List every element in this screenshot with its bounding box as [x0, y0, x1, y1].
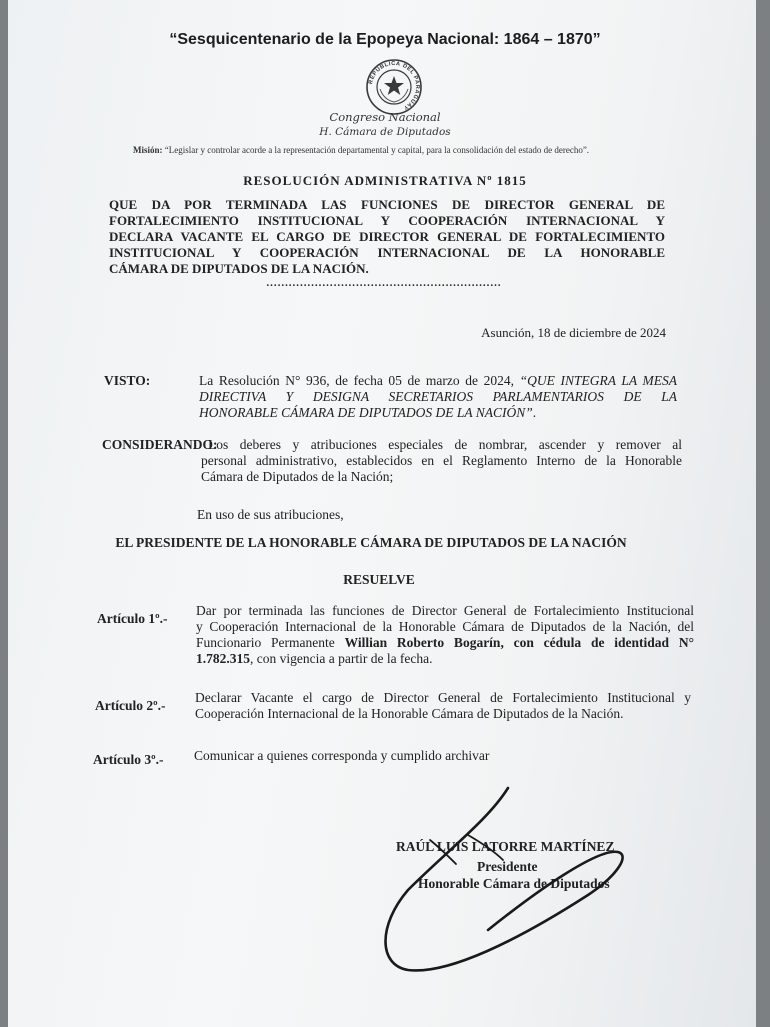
considerando-label: CONSIDERANDO: — [102, 437, 218, 452]
signatory-body: Honorable Cámara de Diputados — [418, 876, 610, 891]
seal-ring-text: REPÚBLICA DEL PARAGUAY — [368, 60, 421, 111]
visto-plain: La Resolución N° 936, de fecha 05 de marzo de 2024, — [199, 373, 520, 388]
mission-text: “Legislar y controlar acorde a la representación departamental y capital, para la consolidación del estado de derecho”. — [162, 145, 590, 155]
article-1-line: Dar por terminada las funciones de Director General de Fortalecimiento Institucional — [196, 603, 694, 618]
article-1-line — [196, 651, 694, 667]
article-1-plain: Funcionario Permanente — [196, 635, 345, 650]
article-1-line — [196, 635, 694, 651]
article-2-line: Declarar Vacante el cargo de Director General de Fortalecimiento Institucional y — [195, 690, 691, 705]
resolution-summary — [109, 197, 665, 277]
signatory-name: RAÚL LUIS LATORRE MARTÍNEZ — [396, 839, 615, 854]
visto-end: . — [532, 405, 537, 420]
summary-line: FORTALECIMIENTO INSTITUCIONAL Y COOPERACIÓN INTERNACIONAL Y — [109, 213, 665, 228]
visto-italic-2: DIRECTIVA Y DESIGNA SECRETARIOS PARLAMENTARIOS DE LA — [199, 389, 677, 404]
resolution-date: Asunción, 18 de diciembre de 2024 — [481, 325, 666, 340]
summary-line: INSTITUCIONAL Y COOPERACIÓN INTERNACIONAL DE LA HONORABLE — [109, 245, 665, 260]
article-1-label: Artículo 1º.- — [97, 611, 168, 626]
article-3-label: Artículo 3º.- — [93, 752, 164, 767]
resolution-title: RESOLUCIÓN ADMINISTRATIVA Nº 1815 — [243, 173, 527, 188]
article-2-label: Artículo 2º.- — [95, 698, 166, 713]
mission-label: Misión: — [133, 145, 163, 155]
signatory-role: Presidente — [477, 859, 538, 874]
motto-header: “Sesquicentenario de la Epopeya Nacional: 1864 – 1870” — [169, 31, 601, 48]
article-2-text — [195, 690, 691, 722]
article-1-end: , con vigencia a partir de la fecha. — [250, 651, 433, 666]
institution-chamber: H. Cámara de Diputados — [319, 126, 451, 138]
visto-line — [199, 373, 677, 389]
summary-line: CÁMARA DE DIPUTADOS DE LA NACIÓN. — [109, 261, 369, 276]
article-1-line: y Cooperación Internacional de la Honorable Cámara de Diputados de la Nación, del — [196, 619, 694, 634]
article-1-text — [196, 603, 694, 667]
considerando-line-3: Cámara de Diputados de la Nación; — [201, 469, 394, 484]
authority-heading: EL PRESIDENTE DE LA HONORABLE CÁMARA DE DIPUTADOS DE LA NACIÓN — [115, 535, 627, 550]
summary-line: QUE DA POR TERMINADA LAS FUNCIONES DE DIRECTOR GENERAL DE — [109, 197, 665, 212]
visto-italic-1: “QUE INTEGRA LA MESA — [519, 373, 677, 388]
visto-line — [199, 389, 677, 405]
separator-dots: ……………………………………………………… — [266, 277, 502, 289]
handwritten-signature — [368, 780, 688, 980]
visto-text — [199, 373, 677, 421]
article-3-text: Comunicar a quienes corresponda y cumplido archivar — [194, 748, 490, 763]
document-page — [8, 0, 756, 1027]
considerando-line-1: Los deberes y atribuciones especiales de nombrar, ascender y remover al — [208, 437, 682, 452]
visto-italic-3: HONORABLE CÁMARA DE DIPUTADOS DE LA NACIÓN” — [199, 405, 533, 420]
visto-line — [199, 405, 677, 421]
article-1-id: 1.782.315 — [196, 651, 250, 666]
mission-statement — [133, 145, 589, 155]
attributions-text: En uso de sus atribuciones, — [197, 507, 344, 522]
resolves-heading: RESUELVE — [343, 572, 415, 587]
national-seal-icon — [364, 58, 424, 116]
summary-line: DECLARA VACANTE EL CARGO DE DIRECTOR GENERAL DE FORTALECIMIENTO — [109, 229, 665, 244]
visto-label: VISTO: — [104, 373, 151, 388]
article-1-employee: Willian Roberto Bogarín, con cédula de identidad N° — [344, 635, 694, 650]
considerando-line-2: personal administrativo, establecidos en el Reglamento Interno de la Honorable — [201, 453, 682, 468]
article-2-line: Cooperación Internacional de la Honorable Cámara de Diputados de la Nación. — [195, 706, 624, 721]
institution-congress: Congreso Nacional — [329, 110, 441, 124]
